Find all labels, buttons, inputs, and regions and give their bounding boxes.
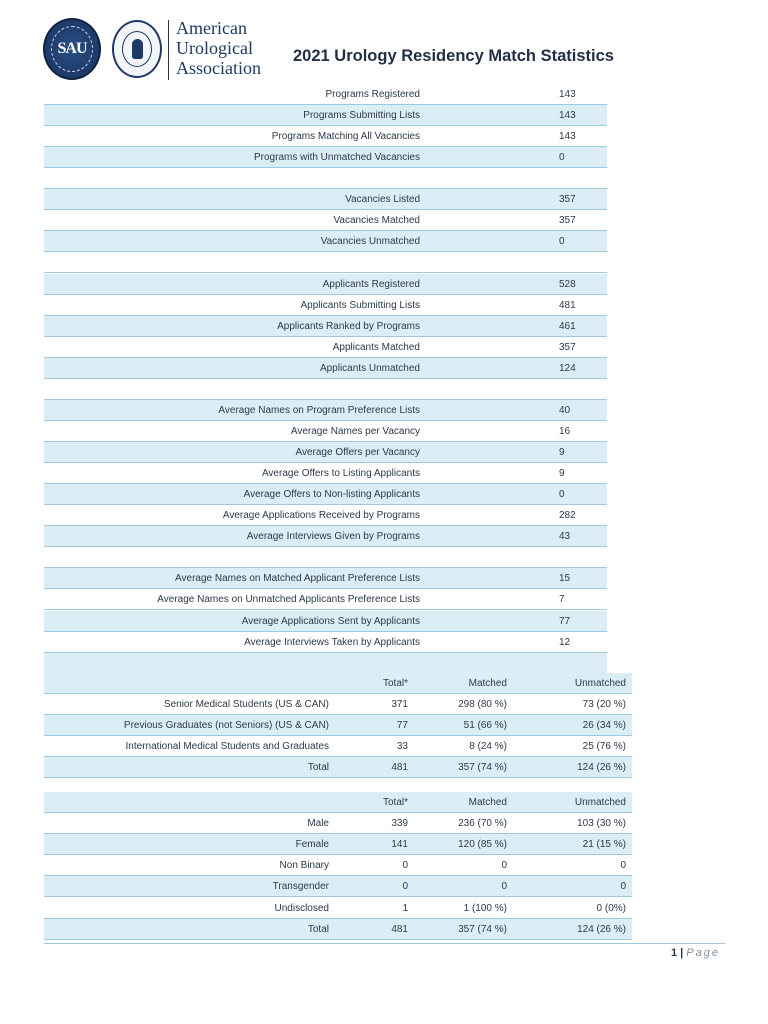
stat-row [44, 168, 607, 189]
document-header [40, 14, 740, 84]
total-cell: 481 [391, 923, 408, 935]
stat-value: 528 [559, 278, 576, 290]
unmatched-cell: 26 (34 %) [582, 720, 626, 732]
stat-label: Average Offers to Listing Applicants [261, 468, 420, 480]
stat-label: Average Names on Unmatched Applicants Preference Lists [157, 594, 420, 606]
stat-label: Average Applications Sent by Applicants [241, 615, 420, 627]
stat-value: 16 [559, 425, 571, 437]
stat-row [44, 653, 607, 674]
stat-row [44, 463, 607, 484]
page-title: 2021 Urology Residency Match Statistics [293, 47, 614, 65]
row-label-cell: Non Binary [279, 860, 329, 872]
stat-value: 40 [559, 404, 571, 416]
stat-value: 15 [559, 573, 571, 585]
row-label-cell: Male [307, 818, 329, 830]
aua-wordmark-line: Association [176, 58, 261, 78]
stat-row [44, 210, 607, 231]
stat-value: 0 [559, 236, 565, 248]
unmatched-cell: 25 (76 %) [582, 741, 626, 753]
matched-cell: 357 (74 %) [458, 762, 507, 774]
logo-divider [168, 20, 169, 80]
stat-row [44, 316, 607, 337]
stat-label: Average Interviews Taken by Applicants [244, 636, 420, 648]
aua-wordmark [176, 18, 261, 78]
column-header: Matched [468, 797, 507, 808]
stat-value: 0 [559, 152, 565, 164]
table-row [44, 898, 632, 919]
stat-value: 461 [559, 320, 576, 332]
stat-label: Vacancies Matched [333, 215, 420, 227]
stat-label: Programs with Unmatched Vacancies [254, 152, 420, 164]
stat-label: Programs Registered [325, 89, 420, 100]
stat-value: 7 [559, 594, 565, 606]
row-label-cell: Senior Medical Students (US & CAN) [163, 699, 329, 711]
matched-cell: 236 (70 %) [458, 818, 507, 830]
unmatched-cell: 124 (26 %) [577, 923, 626, 935]
stat-row [44, 358, 607, 379]
stat-label: Average Names on Program Preference Lists [218, 404, 420, 416]
table-row [44, 855, 632, 876]
matched-cell: 0 [501, 881, 507, 893]
stat-row [44, 379, 607, 400]
page-word: Page [686, 947, 720, 959]
stat-value: 143 [559, 131, 576, 143]
stat-row [44, 421, 607, 442]
unmatched-cell: 21 (15 %) [582, 839, 626, 851]
stat-row [44, 568, 607, 589]
unmatched-cell: 103 (30 %) [577, 818, 626, 830]
stat-label: Average Interviews Given by Programs [246, 531, 420, 543]
stat-value: 282 [559, 510, 576, 522]
unmatched-cell: 0 (0%) [596, 902, 626, 914]
column-header: Total* [382, 797, 408, 808]
stat-row [44, 484, 607, 505]
stat-row [44, 632, 607, 653]
stat-row [44, 611, 607, 632]
matched-cell: 357 (74 %) [458, 923, 507, 935]
stat-row [44, 589, 607, 610]
matched-cell: 8 (24 %) [469, 741, 507, 753]
stat-value: 143 [559, 89, 576, 100]
stat-row [44, 526, 607, 547]
stat-label: Programs Submitting Lists [303, 110, 420, 122]
stat-row [44, 442, 607, 463]
unmatched-cell: 0 [620, 881, 626, 893]
matched-cell: 298 (80 %) [458, 699, 507, 711]
row-label-cell: Female [295, 839, 329, 851]
footer-divider [44, 943, 725, 944]
sau-logo [43, 18, 101, 80]
stat-value: 124 [559, 362, 576, 374]
total-cell: 339 [391, 818, 408, 830]
table-row [44, 813, 632, 834]
stat-row [44, 126, 607, 147]
stat-value: 481 [559, 299, 576, 311]
stat-row [44, 400, 607, 421]
stat-row [44, 84, 607, 105]
matched-cell: 120 (85 %) [458, 839, 507, 851]
table-row [44, 736, 632, 757]
total-cell: 371 [391, 699, 408, 711]
stat-value: 0 [559, 489, 565, 501]
table-row [44, 834, 632, 855]
page-number: 1 [670, 947, 678, 959]
row-label-cell: Previous Graduates (not Seniors) (US & CAN) [123, 720, 329, 732]
stat-label: Applicants Registered [322, 278, 420, 290]
stat-row [44, 105, 607, 126]
stat-row [44, 505, 607, 526]
stat-label: Average Offers per Vacancy [295, 447, 420, 459]
table-row [44, 715, 632, 736]
matched-cell: 1 (100 %) [463, 902, 507, 914]
stat-label: Vacancies Unmatched [320, 236, 420, 248]
stat-label: Average Names on Matched Applicant Preference Lists [175, 573, 420, 585]
table-header-row [44, 673, 632, 694]
stat-row [44, 337, 607, 358]
stat-label: Vacancies Listed [345, 194, 420, 206]
page-footer [671, 947, 720, 959]
stat-label: Programs Matching All Vacancies [271, 131, 420, 143]
column-header: Unmatched [574, 678, 626, 689]
stat-label: Average Names per Vacancy [290, 425, 420, 437]
stat-value: 12 [559, 636, 571, 648]
stat-value: 9 [559, 468, 565, 480]
stat-value: 357 [559, 194, 576, 206]
stat-value: 43 [559, 531, 571, 543]
stat-value: 9 [559, 447, 565, 459]
stat-value: 77 [559, 615, 571, 627]
aua-seal-figure [132, 39, 143, 59]
stat-row [44, 295, 607, 316]
stat-row [44, 189, 607, 210]
stat-value: 143 [559, 110, 576, 122]
stat-label: Applicants Ranked by Programs [277, 320, 420, 332]
total-cell: 77 [396, 720, 408, 732]
total-cell: 33 [396, 741, 408, 753]
matched-cell: 0 [501, 860, 507, 872]
stat-row [44, 252, 607, 273]
table-row [44, 694, 632, 715]
aua-wordmark-line: Urological [176, 38, 253, 58]
stat-value: 357 [559, 341, 576, 353]
stat-row [44, 547, 607, 568]
total-cell: 1 [402, 902, 408, 914]
aua-wordmark-line: American [176, 18, 247, 38]
stat-label: Applicants Unmatched [319, 362, 420, 374]
row-label-cell: International Medical Students and Graduates [125, 741, 329, 753]
aua-seal-logo [112, 20, 162, 78]
table-row [44, 919, 632, 940]
row-label-cell: Undisclosed [274, 902, 329, 914]
row-label-cell: Total [307, 762, 329, 774]
column-header: Unmatched [574, 797, 626, 808]
total-cell: 481 [391, 762, 408, 774]
row-label-cell: Total [307, 923, 329, 935]
total-cell: 0 [402, 860, 408, 872]
table-header-row [44, 792, 632, 813]
unmatched-cell: 73 (20 %) [582, 699, 626, 711]
matched-cell: 51 (66 %) [463, 720, 507, 732]
unmatched-cell: 124 (26 %) [577, 762, 626, 774]
table-row [44, 757, 632, 778]
column-header: Total* [382, 678, 408, 689]
total-cell: 0 [402, 881, 408, 893]
stat-row [44, 231, 607, 252]
row-label-cell: Transgender [272, 881, 329, 893]
table-row [44, 876, 632, 897]
stat-value: 357 [559, 215, 576, 227]
page-separator: | [680, 947, 684, 959]
stat-row [44, 274, 607, 295]
stat-row [44, 147, 607, 168]
column-header: Matched [468, 678, 507, 689]
stat-label: Applicants Matched [332, 341, 420, 353]
stat-label: Applicants Submitting Lists [300, 299, 420, 311]
total-cell: 141 [391, 839, 408, 851]
stat-label: Average Applications Received by Programs [222, 510, 420, 522]
stat-label: Average Offers to Non-listing Applicants [243, 489, 420, 501]
sau-logo-text: SAU [57, 40, 87, 57]
unmatched-cell: 0 [620, 860, 626, 872]
